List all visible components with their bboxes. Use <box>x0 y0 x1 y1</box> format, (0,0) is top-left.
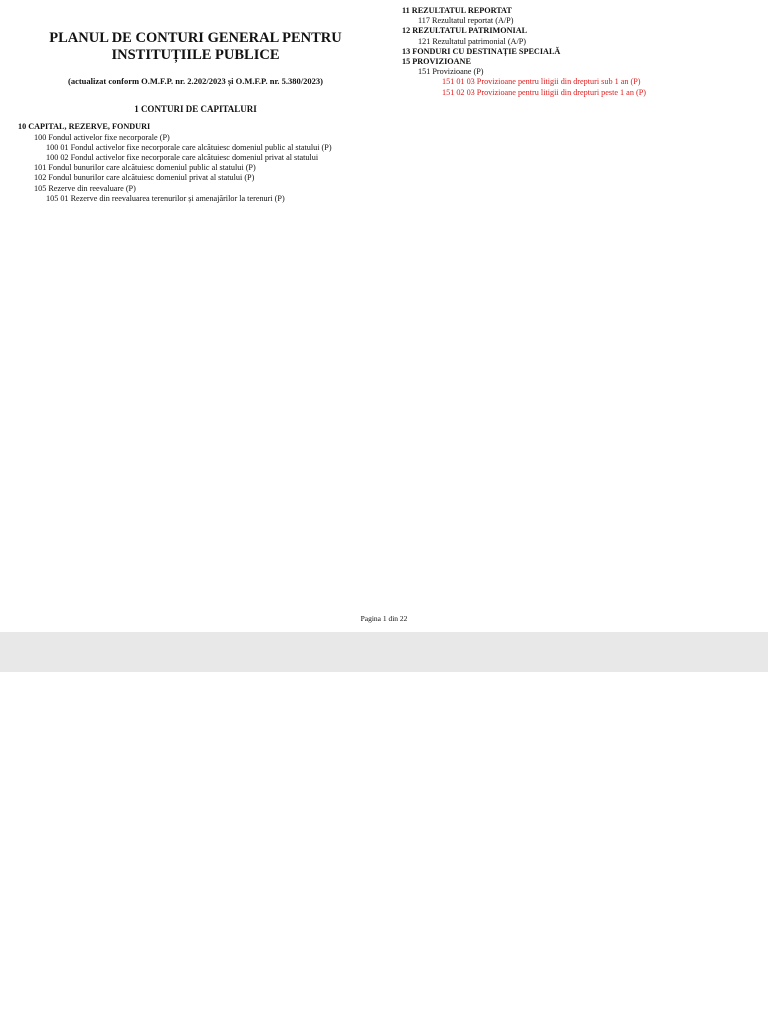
account-line: 102 Fondul bunurilor care alcătuiesc domeniul privat al statului (P) <box>34 173 255 183</box>
account-line: 101 Fondul bunurilor care alcătuiesc domeniul public al statului (P) <box>34 163 256 173</box>
page-footer: Pagina 1 din 22 <box>360 614 408 623</box>
page-1-left-column <box>18 30 373 204</box>
account-line: 105 01 Rezerve din reevaluarea terenurilor și amenajărilor la terenuri (P) <box>46 193 285 203</box>
account-line: 11 REZULTATUL REPORTAT <box>402 6 512 15</box>
section-heading: 1 CONTURI DE CAPITALURI <box>134 104 257 115</box>
account-list-left <box>18 122 373 204</box>
page-1-right-column <box>402 6 757 98</box>
account-line: 121 Rezultatul patrimonial (A/P) <box>418 36 527 46</box>
account-line: 105 Rezerve din reevaluare (P) <box>34 183 136 193</box>
account-line: 151 02 03 Provizioane pentru litigii din drepturi peste 1 an (P) <box>442 87 646 97</box>
account-line: 100 02 Fondul activelor fixe necorporale care alcătuiesc domeniul privat al statului <box>46 153 319 163</box>
account-line: 100 01 Fondul activelor fixe necorporale care alcătuiesc domeniul public al statului (P) <box>46 142 332 152</box>
account-line: 15 PROVIZIOANE <box>402 57 471 67</box>
account-line: 151 01 03 Provizioane pentru litigii din drepturi sub 1 an (P) <box>442 77 641 87</box>
account-line: 117 Rezultatul reportat (A/P) <box>418 16 514 26</box>
account-line: 100 Fondul activelor fixe necorporale (P) <box>34 132 170 142</box>
page-2 <box>0 672 768 1024</box>
account-line: 12 REZULTATUL PATRIMONIAL <box>402 26 528 36</box>
document-subtitle: (actualizat conform O.M.F.P. nr. 2.202/2023 și O.M.F.P. nr. 5.380/2023) <box>68 76 323 86</box>
account-line: 151 Provizioane (P) <box>418 67 484 77</box>
account-line: 10 CAPITAL, REZERVE, FONDURI <box>18 122 151 132</box>
account-line: 13 FONDURI CU DESTINAȚIE SPECIALĂ <box>402 46 561 56</box>
page-separator <box>0 632 768 672</box>
document-title: PLANUL DE CONTURI GENERAL PENTRU INSTITUȚIILE PUBLICE <box>49 30 342 63</box>
account-list-right <box>402 6 757 98</box>
